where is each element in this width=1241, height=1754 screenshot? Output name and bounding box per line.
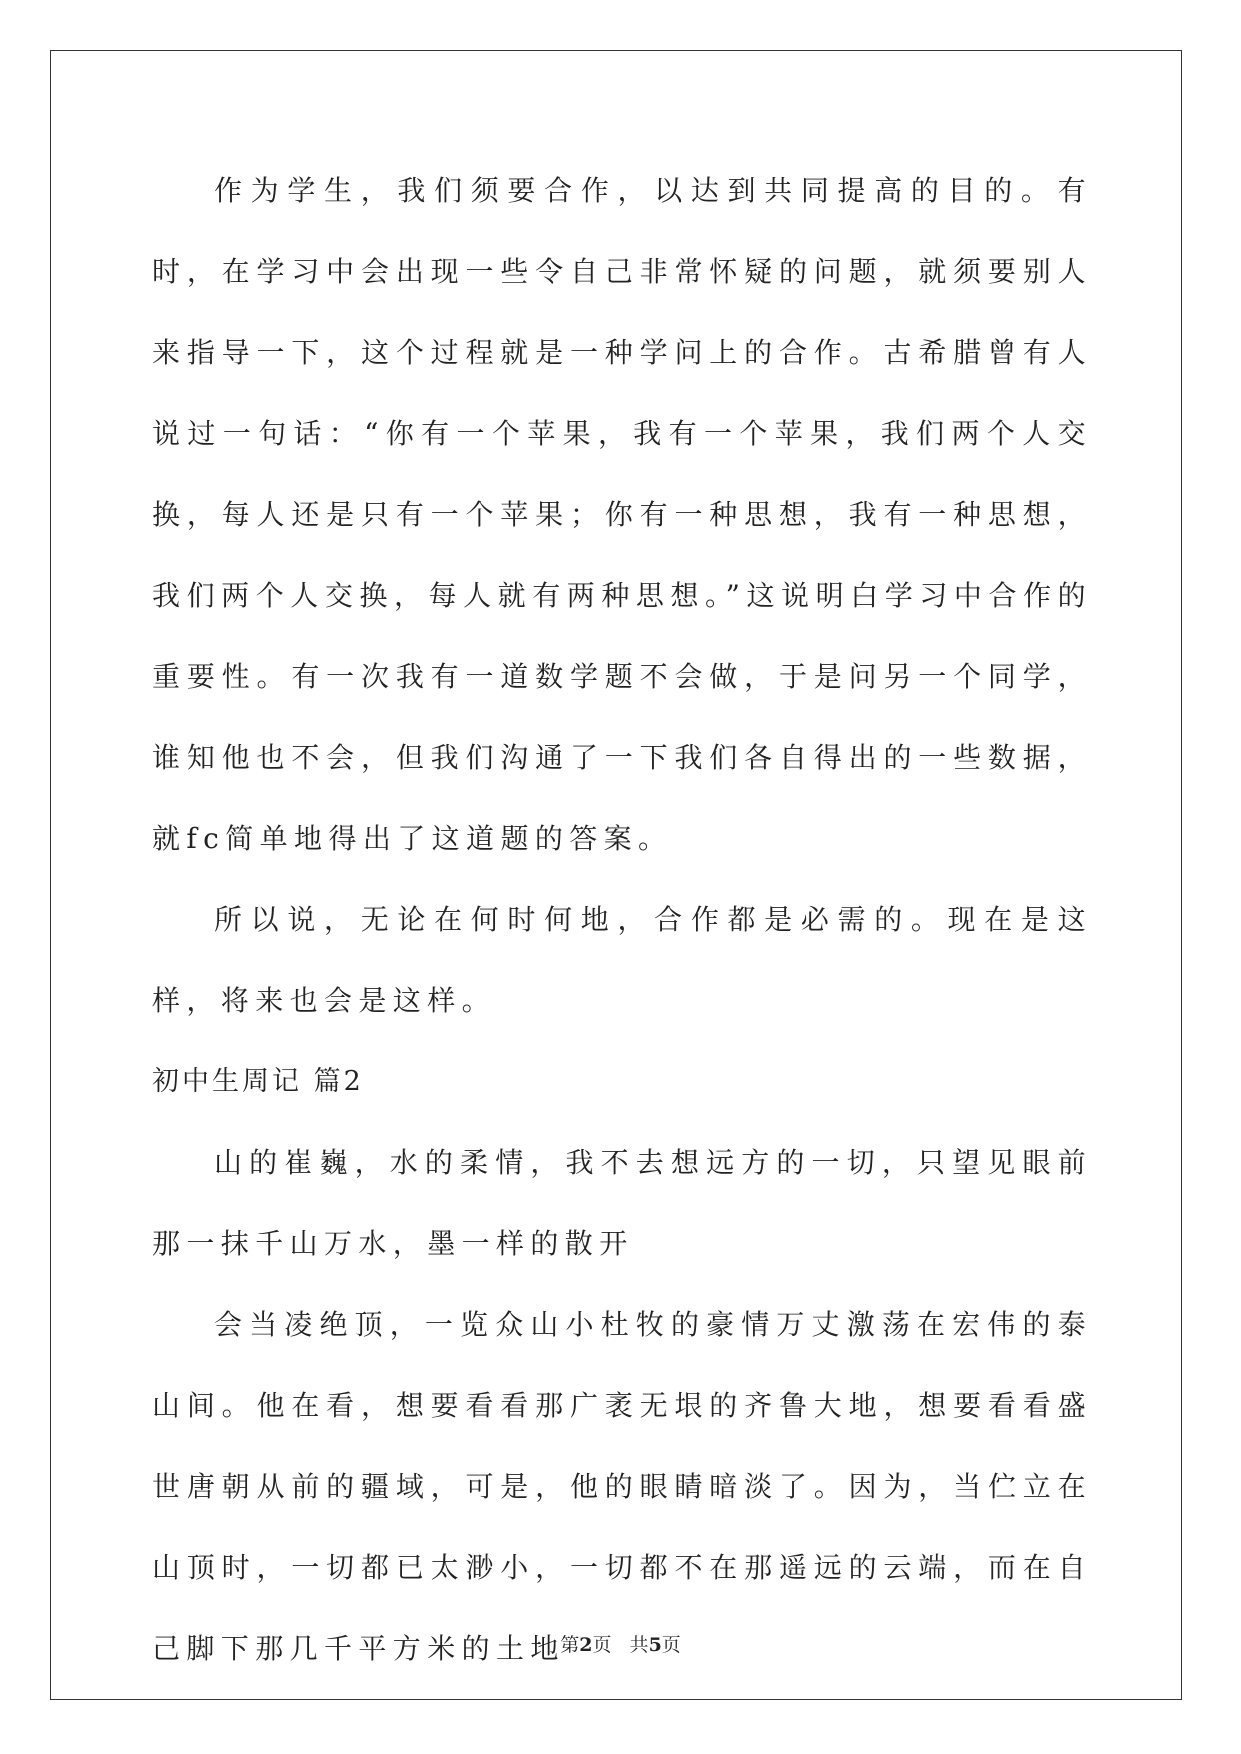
page-footer [0, 1630, 1241, 1657]
footer-total-pages: 5 [648, 1634, 662, 1656]
paragraph: 山的崔巍，水的柔情，我不去想远方的一切，只望见眼前那一抹千山万水，墨一样的散开 [152, 1146, 1092, 1260]
footer-middle: 页 共 [592, 1634, 649, 1656]
document-body [152, 150, 1092, 1689]
paragraph: 会当凌绝顶，一览众山小杜牧的豪情万丈激荡在宏伟的泰山间。他在看，想要看看那广袤无垠的齐鲁大地，想要看看盛世唐朝从前的疆域，可是，他的眼睛暗淡了。因为，当伫立在山顶时，一切都已太渺小，一切都不在那遥远的云端，而在自己脚下那几千平方米的土地 [152, 1308, 1092, 1665]
footer-page-number: 2 [579, 1634, 593, 1656]
section-heading: 初中生周记 篇2 [152, 1066, 364, 1097]
footer-prefix: 第 [560, 1634, 580, 1656]
paragraph: 作为学生，我们须要合作，以达到共同提高的目的。有时，在学习中会出现一些令自己非常怀疑的问题，就须要别人来指导一下，这个过程就是一种学问上的合作。古希腊曾有人说过一句话：“你有一个苹果，我有一个苹果，我们两个人交换，每人还是只有一个苹果；你有一种思想，我有一种思想，我们两个人交换，每人就有两种思想。”这说明白学习中合作的重要性。有一次我有一道数学题不会做，于是问另一个同学，谁知他也不会，但我们沟通了一下我们各自得出的一些数据，就fc简单地得出了这道题的答案。 [152, 174, 1092, 855]
footer-suffix: 页 [661, 1634, 681, 1656]
paragraph: 所以说，无论在何时何地，合作都是必需的。现在是这样，将来也会是这样。 [152, 903, 1092, 1017]
